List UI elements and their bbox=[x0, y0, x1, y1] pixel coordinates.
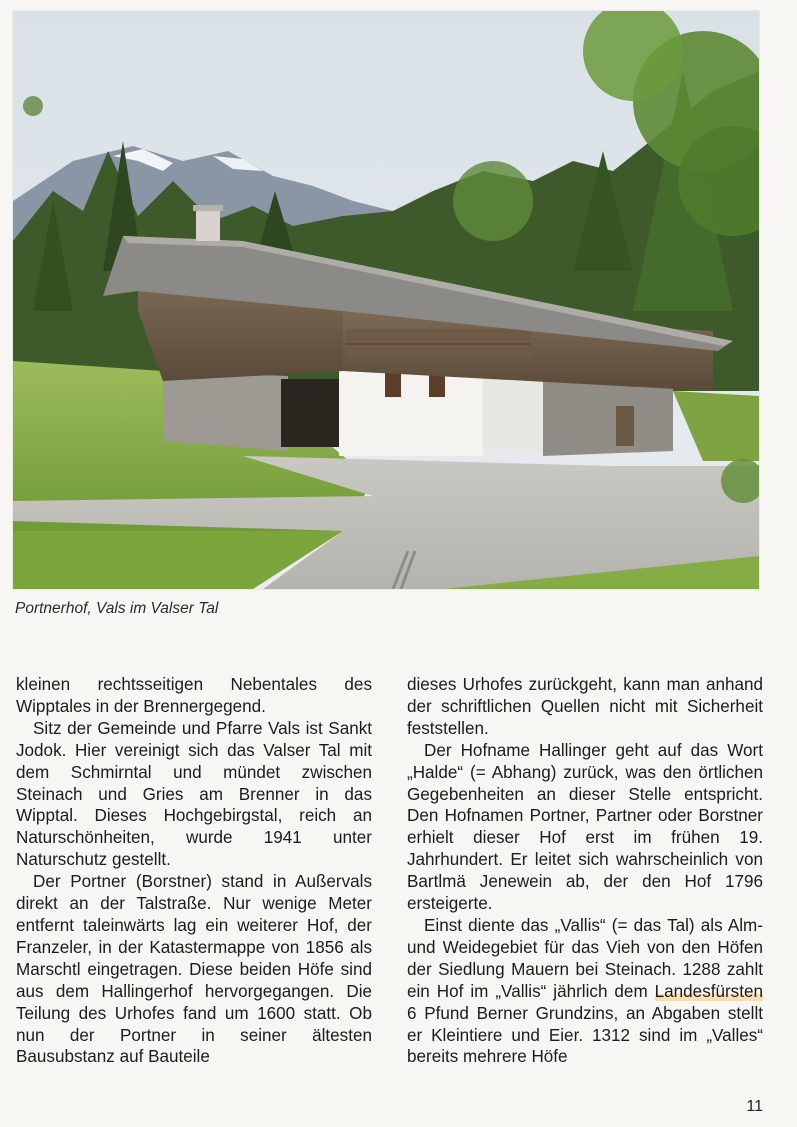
show-through-texture-lower bbox=[260, 590, 760, 670]
paragraph: Der Portner (Borstner) stand in Außervals direkt an der Talstraße. Nur wenige Meter entfernt taleinwärts lag ein weiterer Hof, der Franzeler, in der Katastermappe von 1856 als Marschtl eingetragen. Diese beiden Höfe sind aus dem Hallingerhof hervorgegangen. Die Teilung des Urhofes fand um 1600 statt. Ob nun der Portner in seiner ältesten Bausubstanz auf Bauteile bbox=[16, 872, 372, 1067]
paragraph bbox=[407, 915, 763, 1068]
body-column-left bbox=[16, 674, 372, 1068]
photo-caption: Portnerhof, Vals im Valser Tal bbox=[15, 600, 219, 617]
paragraph: Der Hofname Hallinger geht auf das Wort „Halde“ (= Abhang) zurück, was den örtlichen Gegebenheiten an dieser Stelle entspricht. Den Hofnamen Portner, Partner oder Borstner erhielt dieser Hof erst im frühen 19. Jahrhundert. Er leitet sich wahrscheinlich von Bartlmä Jenewein ab, der den Hof 1796 ersteigerte. bbox=[407, 740, 763, 914]
body-column-right bbox=[407, 674, 763, 1068]
page-number: 11 bbox=[746, 1098, 763, 1115]
highlighted-word: Landesfürsten bbox=[654, 981, 763, 1001]
paragraph: dieses Urhofes zurückgeht, kann man anhand der schriftlichen Quellen nicht mit Sicherheit feststellen. bbox=[407, 675, 763, 738]
paragraph: Sitz der Gemeinde und Pfarre Vals ist Sankt Jodok. Hier vereinigt sich das Valser Tal mit dem Schmirntal und mündet zwischen Steinach und Gries am Brenner in das Wipptal. Dieses Hochgebirgstal, reich an Naturschönheiten, wurde 1941 unter Naturschutz gestellt. bbox=[16, 718, 372, 870]
paragraph-text: 6 Pfund Berner Grundzins, an Abgaben stellt er Kleintiere und Eier. 1312 sind im „Valles“ bereits mehrere Höfe bbox=[407, 1003, 763, 1067]
farmhouse-photo bbox=[13, 11, 759, 589]
paragraph-text: Einst diente das „Vallis“ (= das Tal) als Alm- und Weidegebiet für das Vieh von den Höfen der Siedlung Mauern bei Steinach. 1288 zahlt ein Hof im „Vallis“ jährlich dem bbox=[407, 915, 763, 1001]
paragraph: kleinen rechtsseitigen Nebentales des Wipptales in der Brennergegend. bbox=[16, 675, 372, 716]
